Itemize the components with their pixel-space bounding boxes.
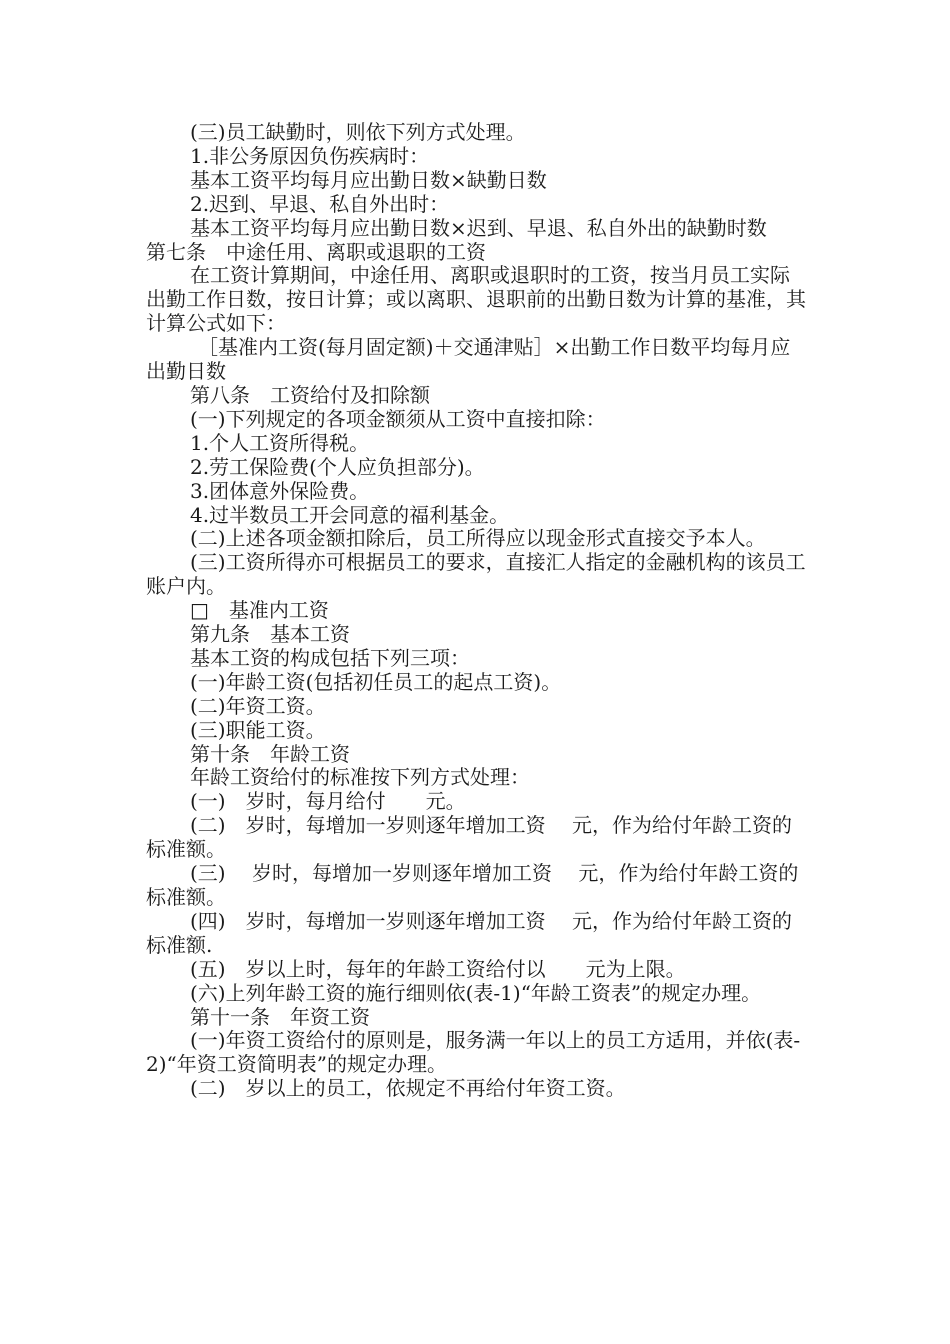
list-item: (二) 岁以上的员工，依规定不再给付年资工资。 [190, 1076, 626, 1101]
article-heading: 第八条 工资给付及扣除额 [190, 382, 430, 407]
paragraph: 年龄工资给付的标准按下列方式处理： [190, 765, 530, 790]
clause-line: (三)员工缺勤时，则依下列方式处理。 [190, 120, 526, 144]
list-item: 3.团体意外保险费。 [190, 478, 370, 503]
document-body [146, 121, 808, 1101]
list-item: (三) 岁时，每增加一岁则逐年增加工资 元，作为给付年龄工资的标准额。 [146, 861, 799, 909]
clause-line: (一)下列规定的各项金额须从工资中直接扣除： [190, 406, 606, 431]
list-item: (一) 岁时，每月给付 元。 [190, 789, 466, 814]
article-heading: 第七条 中途任用、离职或退职的工资 [146, 239, 486, 264]
list-item: (一)年资工资给付的原则是，服务满一年以上的员工方适用，并依(表-2)“年资工资简明表”的规定办理。 [146, 1028, 801, 1077]
formula-line: 基本工资平均每月应出勤日数×迟到、早退、私自外出的缺勤时数 [190, 215, 767, 240]
list-item: (四) 岁时，每增加一岁则逐年增加工资 元，作为给付年龄工资的标准额. [146, 908, 792, 957]
paragraph: 在工资计算期间，中途任用、离职或退职时的工资，按当月员工实际出勤工作日数，按日计算；或以离职、退职前的出勤日数为计算的基准，其计算公式如下： [146, 263, 806, 336]
clause-line: (二)上述各项金额扣除后，员工所得应以现金形式直接交予本人。 [190, 526, 766, 551]
list-item: 2.劳工保险费(个人应负担部分)。 [190, 454, 485, 479]
clause-line: 2.迟到、早退、私自外出时： [190, 191, 450, 216]
clause-line: (三)工资所得亦可根据员工的要求，直接汇人指定的金融机构的该员工账户内。 [146, 550, 806, 599]
list-item: (一)年龄工资(包括初任员工的起点工资)。 [190, 669, 562, 694]
list-item: 4.过半数员工开会同意的福利基金。 [190, 502, 510, 527]
article-heading: 第十一条 年资工资 [190, 1004, 370, 1029]
article-heading: 第九条 基本工资 [190, 622, 350, 647]
section-heading: □ 基准内工资 [190, 598, 329, 623]
article-heading: 第十条 年龄工资 [190, 741, 350, 766]
list-item: (六)上列年龄工资的施行细则依(表-1)“年龄工资表”的规定办理。 [190, 980, 762, 1005]
paragraph: 基本工资的构成包括下列三项： [190, 645, 470, 670]
list-item: (二)年资工资。 [190, 693, 326, 718]
formula-line: 基本工资平均每月应出勤日数×缺勤日数 [190, 167, 547, 192]
formula-line: ［基准内工资(每月固定额)＋交通津贴］×出勤工作日数平均每月应出勤日数 [146, 335, 791, 384]
list-item: (二) 岁时，每增加一岁则逐年增加工资 元，作为给付年龄工资的标准额。 [146, 813, 792, 862]
list-item: 1.个人工资所得税。 [190, 430, 370, 455]
clause-line: 1.非公务原因负伤疾病时： [190, 143, 430, 168]
list-item: (三)职能工资。 [190, 717, 326, 742]
list-item: (五) 岁以上时，每年的年龄工资给付以 元为上限。 [190, 956, 686, 981]
